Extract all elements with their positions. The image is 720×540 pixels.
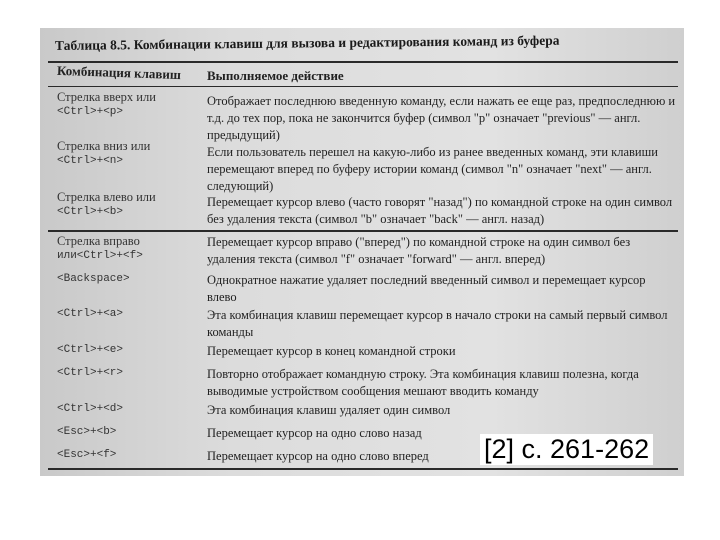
key-code: <Ctrl>+<d> — [57, 403, 124, 415]
key-code: <Ctrl>+<p> — [57, 106, 124, 118]
action-text: Повторно отображает командную строку. Эта комбинация клавиш полезна, когда выводимые устройством сообщения мешают вводить команду — [207, 367, 639, 398]
action-text: Однократное нажатие удаляет последний введенный символ и перемещает курсор влево — [207, 273, 646, 304]
action-text: Перемещает курсор вправо ("вперед") по командной строке на один символ без удаления текста (символ "f" означает "forward" — англ. вперед) — [207, 235, 631, 266]
key-code: <Ctrl>+<b> — [57, 206, 124, 218]
key-label: Стрелка вправо — [57, 234, 140, 248]
action-text: Эта комбинация клавиш удаляет один символ — [207, 403, 451, 417]
header-rule — [48, 86, 678, 87]
citation: [2] с. 261-262 — [480, 434, 653, 465]
table-title: Таблица 8.5. Комбинации клавиш для вызова и редактирования команд из буфера — [54, 32, 560, 53]
section-rule — [48, 230, 678, 232]
key-label: Стрелка вниз или — [57, 139, 151, 153]
scanned-table-page — [40, 28, 684, 476]
key-code: <Ctrl>+<a> — [57, 308, 124, 320]
action-text: Отображает последнюю введенную команду, если нажать ее еще раз, предпоследнюю и т.д. до тех пор, пока не закончится буфер (символ "p" означает "previous" — англ. предыдущий) — [207, 94, 676, 142]
header-keys: Комбинация клавиш — [56, 62, 182, 83]
title-rule — [48, 61, 678, 63]
key-code: или<Ctrl>+<f> — [57, 250, 143, 262]
action-text: Перемещает курсор на одно слово вперед — [207, 449, 429, 463]
key-label: Стрелка вверх или — [57, 90, 156, 104]
key-code: <Esc>+<b> — [57, 426, 117, 438]
action-text: Эта комбинация клавиш перемещает курсор в начало строки на самый первый символ команды — [207, 308, 668, 339]
action-text: Перемещает курсор на одно слово назад — [207, 426, 422, 440]
bottom-rule — [48, 468, 678, 470]
key-label: Стрелка влево или — [57, 190, 156, 204]
key-code: <Ctrl>+<n> — [57, 155, 124, 167]
action-text: Если пользователь перешел на какую-либо из ранее введенных команд, эти клавиши перемещают вперед по буферу истории команд (символ "n" означает "next" — англ. следующий) — [207, 145, 658, 193]
key-code: <Esc>+<f> — [57, 449, 117, 461]
key-code: <Backspace> — [57, 273, 130, 285]
action-text: Перемещает курсор влево (часто говорят "назад") по командной строке на один символ без удаления текста (символ "b" означает "back" — англ. назад) — [207, 195, 673, 226]
key-code: <Ctrl>+<r> — [57, 367, 124, 379]
key-code: <Ctrl>+<e> — [57, 344, 124, 356]
header-action: Выполняемое действие — [207, 68, 344, 83]
action-text: Перемещает курсор в конец командной строки — [207, 344, 456, 358]
